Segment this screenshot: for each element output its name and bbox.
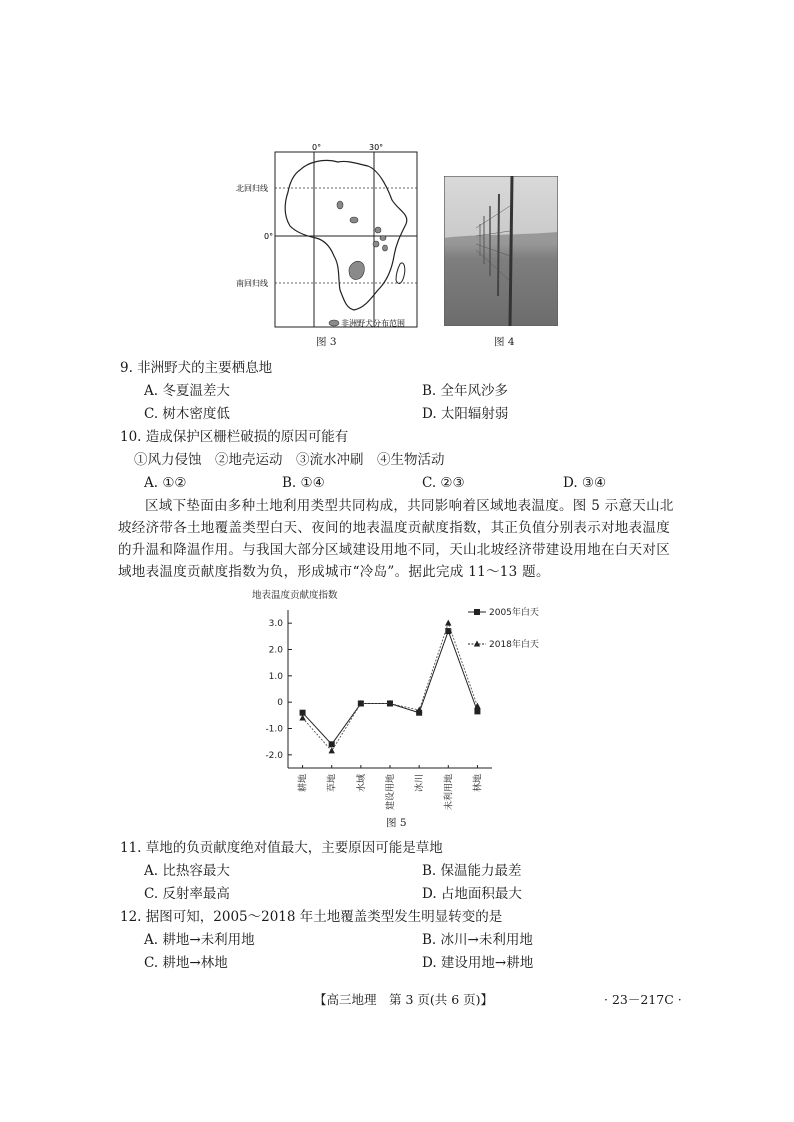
series-line-1 (303, 623, 478, 751)
fence-photo (444, 176, 558, 326)
passage-text: 区域下垫面由多种土地利用类型共同构成，共同影响着区域地表温度。图 5 示意天山北坡经济带各土地覆盖类型白天、夜间的地表温度贡献度指数，其正负值分别表示对地表温度的升温和降温作用。与我国大部分区域建设用地不同，天山北坡经济带建设用地在白天对区域地表温度贡献度指数为负，形成城市“冷岛”。据此完成 11～13 题。 (118, 498, 674, 580)
x-tick-label-2: 水域 (356, 774, 367, 793)
series-0-point-6 (474, 708, 480, 714)
y-tick-label: 3.0 (268, 619, 283, 630)
footer-page-info: 【高三地理 第 3 页(共 6 页)】 (314, 992, 494, 1007)
q12-option-d[interactable]: D. 建设用地→耕地 (422, 955, 534, 971)
x-tick-label-5: 未利用地 (444, 774, 455, 811)
q12-option-a[interactable]: A. 耕地→未利用地 (144, 932, 255, 948)
q10-option-b[interactable]: B. ①④ (282, 475, 325, 491)
q11-option-c[interactable]: C. 反射率最高 (144, 886, 230, 902)
q11-option-a[interactable]: A. 比热容最大 (144, 863, 230, 879)
footer-code: · 23－217C · (604, 992, 682, 1007)
x-tick-label-0: 耕地 (298, 774, 309, 793)
q10-items: ①风力侵蚀 ②地壳运动 ③流水冲刷 ④生物活动 (134, 452, 445, 468)
x-tick-label-4: 冰川 (415, 774, 426, 793)
chart-title: 地表温度贡献度指数 (252, 590, 338, 601)
temperature-contribution-chart (250, 588, 550, 820)
series-line-0 (303, 631, 478, 744)
legend-label-0: 2005年白天 (489, 608, 539, 618)
q9-option-a[interactable]: A. 冬夏温差大 (144, 383, 230, 399)
q10-option-d[interactable]: D. ③④ (563, 475, 607, 491)
y-tick-label: 2.0 (268, 645, 283, 656)
x-tick-label-1: 草地 (327, 774, 338, 793)
q9-stem: 9. 非洲野犬的主要栖息地 (120, 360, 273, 376)
q11-stem: 11. 草地的负贡献度绝对值最大，主要原因可能是草地 (120, 840, 443, 856)
q10-option-a[interactable]: A. ①② (144, 475, 187, 491)
legend-label-1: 2018年白天 (489, 640, 539, 650)
figure5-caption: 图 5 (386, 817, 407, 829)
legend-marker-0 (474, 609, 480, 615)
y-tick-label: 0 (277, 698, 283, 709)
lat-label-tropic-cancer: 北回归线 (236, 184, 268, 193)
map-legend-label: 非洲野犬分布范围 (341, 319, 405, 328)
y-tick-label: 1.0 (268, 671, 283, 682)
series-1-point-1 (329, 747, 335, 753)
series-1-point-5 (445, 620, 451, 626)
q10-option-c[interactable]: C. ②③ (422, 475, 465, 491)
q9-option-d[interactable]: D. 太阳辐射弱 (422, 406, 509, 422)
q9-option-c[interactable]: C. 树木密度低 (144, 406, 230, 422)
figure4-caption: 图 4 (494, 336, 515, 348)
q9-option-b[interactable]: B. 全年风沙多 (422, 383, 509, 399)
africa-map-figure (228, 140, 428, 335)
series-0-point-1 (329, 741, 335, 747)
lat-label-tropic-capricorn: 南回归线 (236, 279, 268, 288)
lon-label-30: 30° (369, 143, 384, 152)
lat-label-equator: 0° (264, 232, 274, 241)
x-tick-label-3: 建设用地 (386, 774, 396, 811)
q10-stem: 10. 造成保护区栅栏破损的原因可能有 (120, 429, 349, 445)
y-tick-label: -2.0 (265, 750, 283, 761)
q11-option-d[interactable]: D. 占地面积最大 (422, 886, 522, 902)
q12-stem: 12. 据图可知，2005～2018 年土地覆盖类型发生明显转变的是 (120, 909, 503, 925)
q12-option-c[interactable]: C. 耕地→林地 (144, 955, 228, 971)
y-tick-label: -1.0 (265, 724, 283, 735)
lon-label-0: 0° (312, 143, 322, 152)
x-tick-label-6: 林地 (473, 774, 484, 793)
q11-option-b[interactable]: B. 保温能力最差 (422, 863, 522, 879)
q12-option-b[interactable]: B. 冰川→未利用地 (422, 932, 533, 948)
figure3-caption: 图 3 (316, 336, 337, 348)
